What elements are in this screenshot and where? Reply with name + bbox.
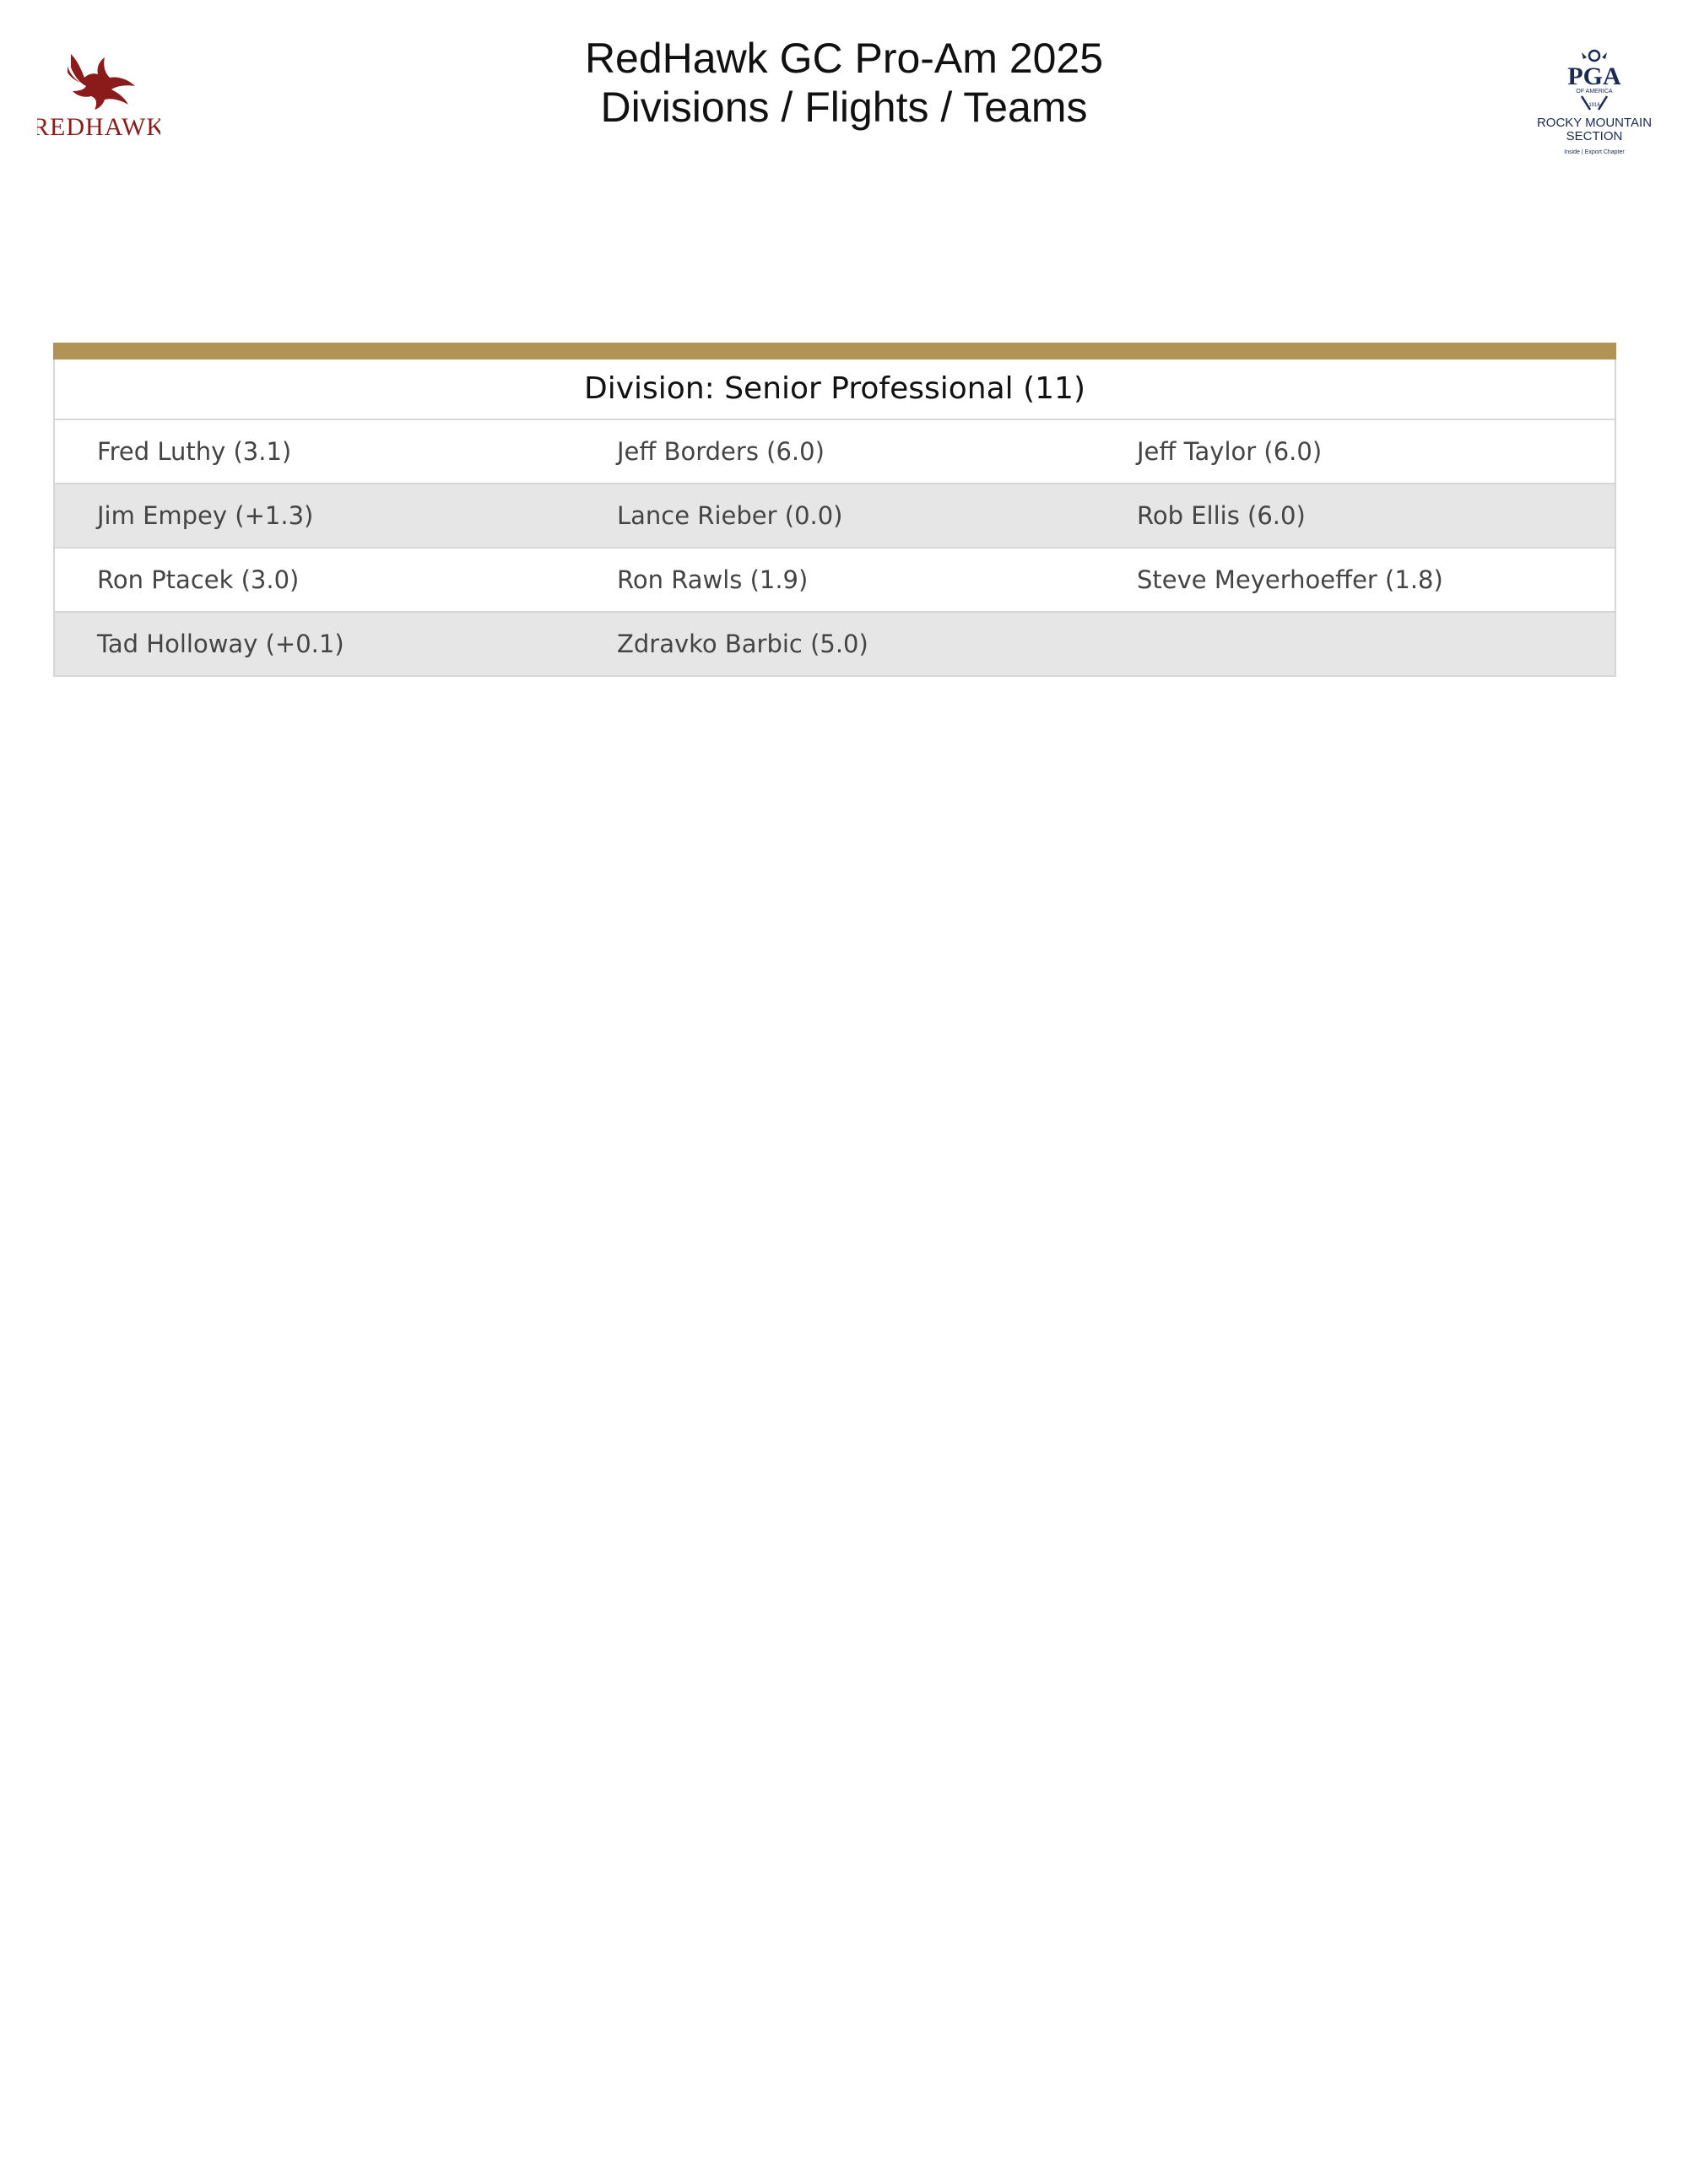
player-cell: Ron Rawls (1.9)	[617, 565, 809, 594]
pga-logo-main: PGA	[1567, 62, 1621, 90]
player-cell: Jeff Borders (6.0)	[617, 437, 825, 466]
division-accent-bar	[53, 343, 1616, 359]
player-cell: Fred Luthy (3.1)	[97, 437, 292, 466]
pga-tagline: Inside | Export Chapter	[1564, 149, 1625, 155]
table-row	[55, 484, 1615, 549]
page-title	[422, 34, 1266, 132]
redhawk-logo-text: REDHAWK	[37, 113, 160, 141]
player-cell: Jeff Taylor (6.0)	[1137, 437, 1323, 466]
pga-section-line-1: ROCKY MOUNTAIN	[1536, 116, 1653, 130]
player-cell: Steve Meyerhoeffer (1.8)	[1137, 565, 1443, 594]
division-table	[53, 343, 1616, 677]
pga-logo-year: 1916	[1588, 103, 1600, 108]
page-header	[0, 0, 1688, 169]
title-line-2: Divisions / Flights / Teams	[600, 84, 1088, 131]
player-cell: Tad Holloway (+0.1)	[97, 630, 344, 658]
player-cell: Lance Rieber (0.0)	[617, 501, 843, 530]
redhawk-logo	[37, 49, 160, 142]
pga-logo-sub: OF AMERICA	[1576, 89, 1613, 95]
table-row	[55, 549, 1615, 613]
player-cell: Jim Empey (+1.3)	[97, 501, 314, 530]
player-cell: Rob Ellis (6.0)	[1137, 501, 1306, 530]
pga-rocky-mountain-logo	[1531, 49, 1658, 160]
table-row	[55, 420, 1615, 484]
division-title: Division: Senior Professional (11)	[55, 359, 1615, 420]
table-row	[55, 613, 1615, 675]
pga-section-line-2: SECTION	[1566, 129, 1623, 143]
player-cell: Zdravko Barbic (5.0)	[617, 630, 868, 658]
player-cell: Ron Ptacek (3.0)	[97, 565, 300, 594]
title-line-1: RedHawk GC Pro-Am 2025	[584, 35, 1104, 82]
